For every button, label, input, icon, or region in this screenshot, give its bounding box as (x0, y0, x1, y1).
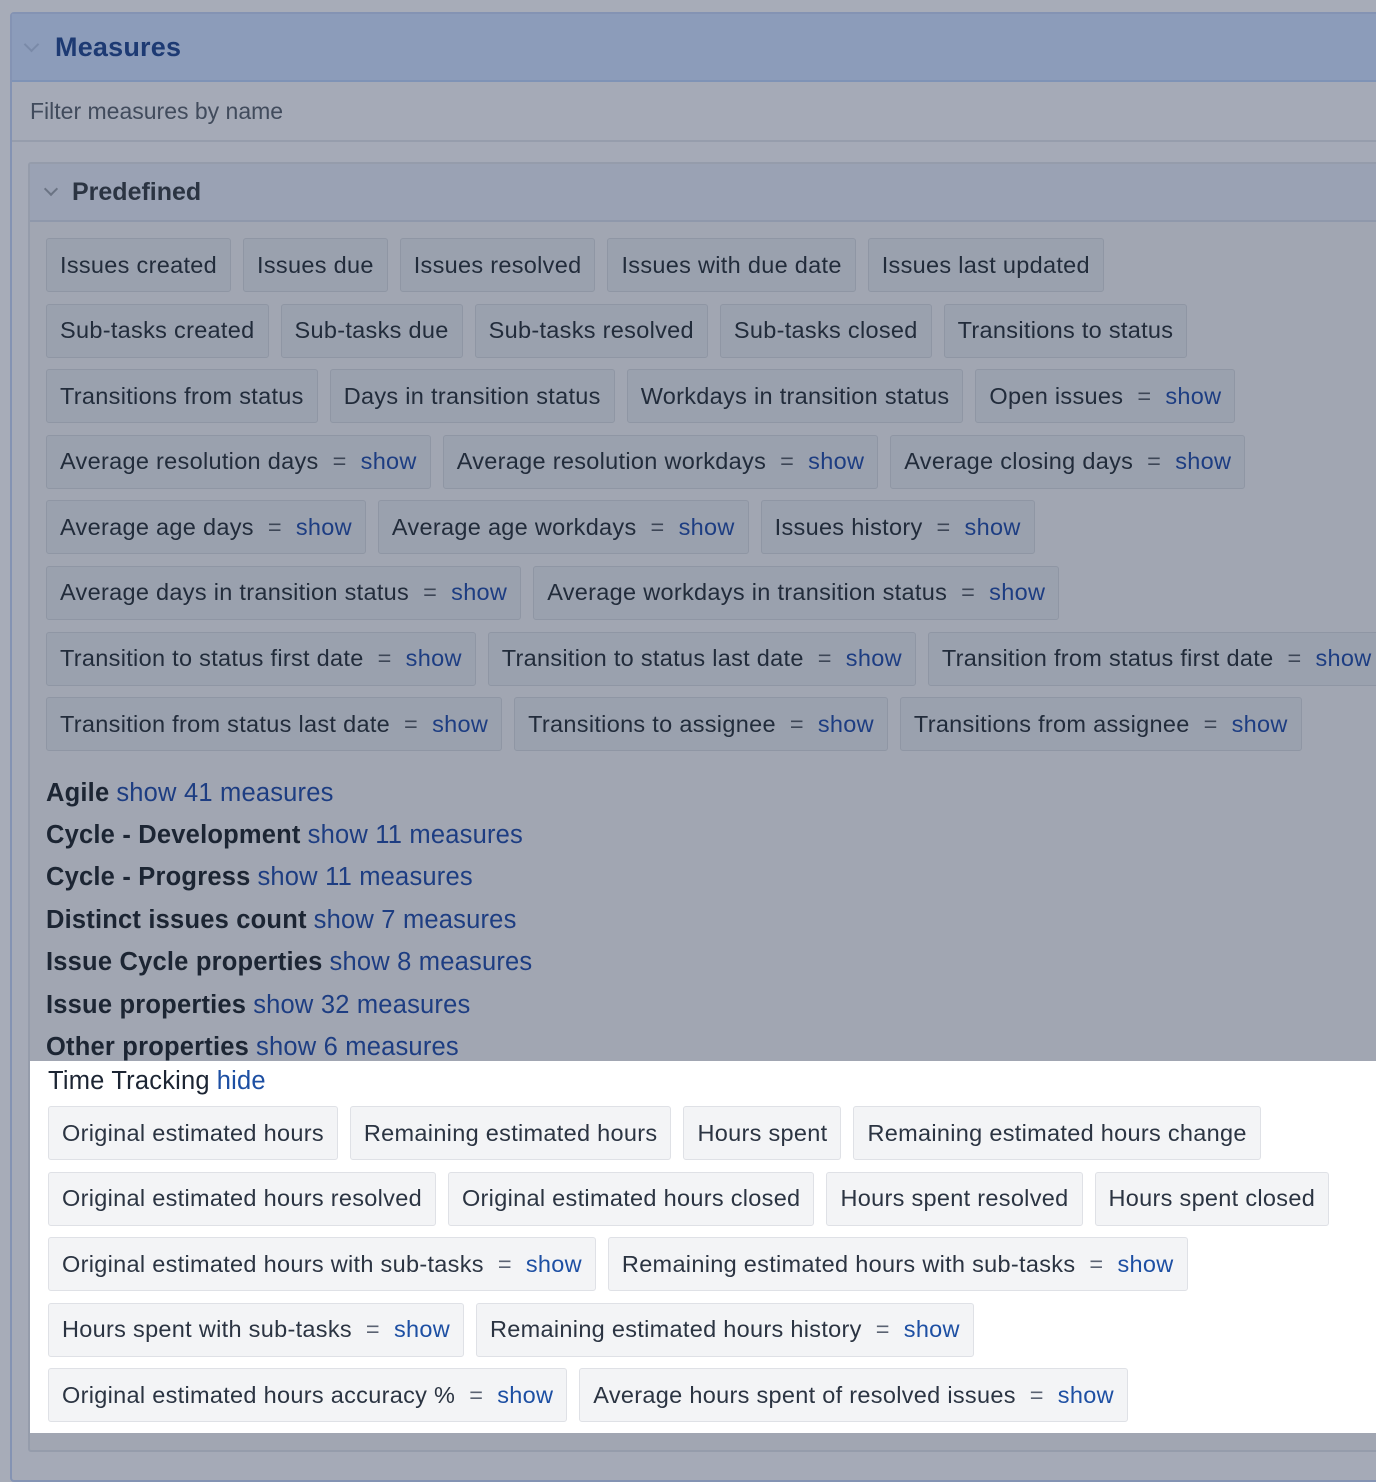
measure-row (46, 697, 1376, 751)
equals-sign: = (1089, 1250, 1104, 1277)
measure-label: Average age days (60, 513, 254, 540)
measure-label: Issues last updated (881, 251, 1090, 278)
measure-row (48, 1237, 1376, 1291)
measure-group-list (46, 772, 532, 1069)
measure-label: Average closing days (904, 448, 1134, 475)
measure-chip[interactable] (627, 369, 964, 423)
measure-chip[interactable] (46, 238, 231, 292)
measure-label: Transitions to status (957, 317, 1174, 344)
measure-label: Transition from status last date (60, 710, 391, 737)
measure-chip[interactable] (826, 1172, 1082, 1226)
measure-row (46, 435, 1376, 489)
measure-row (46, 304, 1376, 358)
measure-chip[interactable] (243, 238, 388, 292)
show-formula-link[interactable]: show (525, 1250, 582, 1277)
measure-label: Original estimated hours resolved (62, 1185, 422, 1212)
measure-chip[interactable] (443, 435, 879, 489)
show-measures-link[interactable]: show 8 measures (329, 948, 533, 977)
measure-chip[interactable] (48, 1368, 567, 1422)
measure-label: Remaining estimated hours (363, 1119, 658, 1146)
measure-group (46, 984, 532, 1026)
time-tracking-measure-list (48, 1106, 1376, 1434)
measure-row (48, 1172, 1376, 1226)
measure-label: Issues history (774, 513, 923, 540)
measure-label: Original estimated hours closed (461, 1185, 801, 1212)
measure-chip[interactable] (944, 304, 1188, 358)
panel-title: Measures (55, 31, 182, 62)
measure-chip[interactable] (46, 435, 431, 489)
measure-label: Transitions to assignee (528, 710, 776, 737)
show-formula-link[interactable]: show (393, 1316, 451, 1343)
measure-chip[interactable] (281, 304, 463, 358)
measure-chip[interactable] (720, 304, 932, 358)
equals-sign: = (332, 448, 347, 475)
measure-label: Sub-tasks resolved (488, 317, 694, 344)
measure-label: Original estimated hours with sub-tasks (62, 1250, 484, 1277)
measure-chip[interactable] (48, 1172, 436, 1226)
measure-chip[interactable] (48, 1106, 338, 1160)
equals-sign: = (817, 645, 832, 672)
measure-chip[interactable] (975, 369, 1235, 423)
show-formula-link[interactable]: show (1315, 645, 1372, 672)
equals-sign: = (365, 1316, 380, 1343)
measure-chip[interactable] (330, 369, 615, 423)
equals-sign: = (377, 645, 392, 672)
measure-chip[interactable] (46, 697, 502, 751)
chevron-down-icon[interactable] (24, 36, 40, 52)
measures-panel-header[interactable] (12, 14, 1376, 82)
measure-label: Transitions from status (60, 382, 304, 409)
measure-label: Hours spent resolved (840, 1185, 1069, 1212)
measure-label: Average resolution workdays (456, 448, 767, 475)
equals-sign: = (1203, 710, 1218, 737)
measure-label: Issues resolved (413, 251, 582, 278)
equals-sign: = (1029, 1381, 1044, 1408)
measure-chip[interactable] (607, 238, 855, 292)
measure-row (48, 1106, 1376, 1160)
measure-label: Sub-tasks due (294, 317, 449, 344)
group-name: Issue Cycle properties (46, 948, 323, 977)
measure-chip[interactable] (608, 1237, 1188, 1291)
predefined-section-header[interactable] (30, 164, 1376, 222)
show-formula-link[interactable]: show (1231, 710, 1288, 737)
equals-sign: = (789, 710, 804, 737)
measure-chip[interactable] (350, 1106, 672, 1160)
show-formula-link[interactable]: show (405, 645, 462, 672)
show-formula-link[interactable]: show (1117, 1250, 1174, 1277)
time-tracking-header (48, 1067, 266, 1096)
measure-chip[interactable] (533, 566, 1059, 620)
measure-chip[interactable] (890, 435, 1245, 489)
measure-label: Hours spent with sub-tasks (62, 1316, 352, 1343)
equals-sign: = (423, 579, 438, 606)
show-formula-link[interactable]: show (360, 448, 417, 475)
hide-link[interactable]: hide (216, 1067, 266, 1095)
measure-label: Transition from status first date (941, 645, 1274, 672)
show-measures-link[interactable]: show 41 measures (116, 778, 334, 807)
equals-sign: = (404, 710, 419, 737)
group-name: Other properties (46, 1033, 249, 1062)
measure-chip[interactable] (868, 238, 1104, 292)
group-name: Time Tracking (48, 1067, 210, 1095)
show-measures-link[interactable]: show 6 measures (256, 1033, 459, 1062)
measure-chip[interactable] (448, 1172, 814, 1226)
measure-chip[interactable] (476, 1303, 974, 1357)
chevron-down-icon[interactable] (44, 182, 58, 196)
show-measures-link[interactable]: show 32 measures (253, 990, 471, 1019)
measure-chip[interactable] (48, 1303, 464, 1357)
measure-label: Transition to status last date (501, 645, 804, 672)
measure-label: Issues created (60, 251, 218, 278)
measure-group (46, 899, 532, 941)
measure-chip[interactable] (928, 632, 1376, 686)
show-formula-link[interactable]: show (903, 1316, 960, 1343)
group-name: Cycle - Development (46, 821, 301, 850)
show-formula-link[interactable]: show (295, 513, 352, 540)
measure-label: Sub-tasks closed (733, 317, 918, 344)
show-formula-link[interactable]: show (1175, 448, 1232, 475)
measure-chip[interactable] (475, 304, 708, 358)
equals-sign: = (780, 448, 795, 475)
measure-row (46, 369, 1376, 423)
equals-sign: = (497, 1250, 512, 1277)
measure-group (46, 857, 532, 899)
group-name: Issue properties (46, 990, 247, 1019)
measure-row (46, 632, 1376, 686)
measure-label: Hours spent closed (1108, 1185, 1316, 1212)
equals-sign: = (875, 1316, 890, 1343)
show-formula-link[interactable]: show (1057, 1381, 1114, 1408)
equals-sign: = (1147, 448, 1162, 475)
measure-label: Average hours spent of resolved issues (593, 1381, 1016, 1408)
measure-label: Hours spent (697, 1119, 828, 1146)
measure-chip[interactable] (900, 697, 1302, 751)
measure-label: Issues with due date (621, 251, 842, 278)
measure-chip[interactable] (1095, 1172, 1330, 1226)
equals-sign: = (961, 579, 976, 606)
measure-label: Days in transition status (343, 382, 601, 409)
measure-label: Sub-tasks created (60, 317, 255, 344)
measures-panel (10, 12, 1376, 1482)
measure-chip[interactable] (683, 1106, 841, 1160)
equals-sign: = (936, 513, 951, 540)
equals-sign: = (1137, 382, 1152, 409)
measure-label: Average resolution days (60, 448, 319, 475)
measure-label: Workdays in transition status (640, 382, 950, 409)
show-formula-link[interactable]: show (845, 645, 902, 672)
group-name: Agile (46, 778, 110, 807)
show-formula-link[interactable]: show (817, 710, 874, 737)
measure-label: Remaining estimated hours with sub-tasks (621, 1250, 1076, 1277)
measure-chip[interactable] (579, 1368, 1128, 1422)
measure-chip[interactable] (46, 304, 269, 358)
time-tracking-group (30, 1061, 1376, 1433)
measure-label: Average days in transition status (60, 579, 410, 606)
measure-label: Average workdays in transition status (547, 579, 948, 606)
measure-label: Transitions from assignee (913, 710, 1190, 737)
measure-chip[interactable] (514, 697, 888, 751)
measure-group (46, 772, 532, 814)
measure-chip[interactable] (761, 500, 1035, 554)
show-formula-link[interactable]: show (808, 448, 865, 475)
section-title: Predefined (72, 177, 202, 206)
measure-label: Transition to status first date (60, 645, 364, 672)
equals-sign: = (650, 513, 665, 540)
equals-sign: = (469, 1381, 484, 1408)
show-formula-link[interactable]: show (678, 513, 735, 540)
measure-label: Original estimated hours (62, 1119, 324, 1146)
measure-chip[interactable] (46, 566, 521, 620)
measure-chip[interactable] (488, 632, 916, 686)
measure-group (46, 814, 532, 856)
equals-sign: = (267, 513, 282, 540)
measure-label: Average age workdays (391, 513, 637, 540)
measure-label: Original estimated hours accuracy % (62, 1381, 456, 1408)
measure-group (46, 942, 532, 984)
show-measures-link[interactable]: show 11 measures (257, 863, 473, 892)
measure-chip[interactable] (46, 500, 366, 554)
group-name: Distinct issues count (46, 905, 307, 934)
measure-row (46, 566, 1376, 620)
measure-label: Issues due (257, 251, 374, 278)
measure-chip[interactable] (378, 500, 749, 554)
measure-label: Remaining estimated hours change (867, 1119, 1247, 1146)
measure-label: Remaining estimated hours history (490, 1316, 862, 1343)
filter-measures-input[interactable] (28, 97, 932, 126)
predefined-measure-list (46, 238, 1376, 763)
measure-chip[interactable] (46, 369, 318, 423)
show-measures-link[interactable]: show 11 measures (307, 821, 523, 850)
measure-row (48, 1303, 1376, 1357)
measure-row (48, 1368, 1376, 1422)
equals-sign: = (1287, 645, 1302, 672)
measure-chip[interactable] (48, 1237, 596, 1291)
show-formula-link[interactable]: show (964, 513, 1021, 540)
measure-label: Open issues (989, 382, 1124, 409)
show-measures-link[interactable]: show 7 measures (313, 905, 517, 934)
show-formula-link[interactable]: show (989, 579, 1046, 606)
group-name: Cycle - Progress (46, 863, 251, 892)
show-formula-link[interactable]: show (451, 579, 508, 606)
show-formula-link[interactable]: show (497, 1381, 554, 1408)
show-formula-link[interactable]: show (1165, 382, 1222, 409)
measure-chip[interactable] (853, 1106, 1260, 1160)
measure-chip[interactable] (46, 632, 476, 686)
filter-bar (12, 82, 1376, 142)
show-formula-link[interactable]: show (432, 710, 489, 737)
measure-row (46, 238, 1376, 292)
measure-row (46, 500, 1376, 554)
measure-chip[interactable] (400, 238, 596, 292)
